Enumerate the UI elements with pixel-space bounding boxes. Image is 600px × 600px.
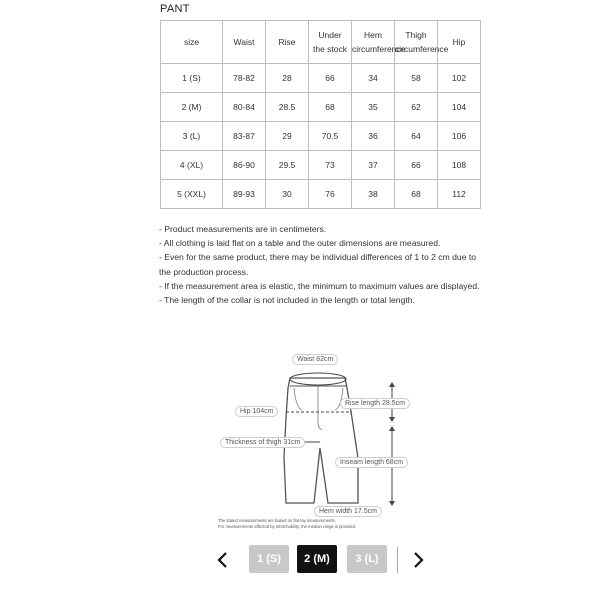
table-cell: 28 xyxy=(266,64,309,93)
table-cell: 106 xyxy=(438,122,481,151)
table-row xyxy=(161,122,481,151)
size-chart-table xyxy=(160,20,481,209)
diagram-fineprint: The stated measurements are based on flat-lay measurements. For measurements affected by stretchability, the median range is provided. xyxy=(218,518,357,529)
header-thigh-circumference: Thigh circumference xyxy=(395,21,438,64)
chevron-left-icon[interactable] xyxy=(213,548,233,572)
table-cell: 73 xyxy=(309,151,352,180)
table-cell: 83-87 xyxy=(223,122,266,151)
table-cell: 66 xyxy=(309,64,352,93)
table-cell: 104 xyxy=(438,93,481,122)
chevron-right-icon[interactable] xyxy=(408,548,428,572)
table-cell: 3 (L) xyxy=(161,122,223,151)
table-cell: 5 (XXL) xyxy=(161,180,223,209)
table-cell: 35 xyxy=(352,93,395,122)
size-option-s[interactable]: 1 (S) xyxy=(249,545,289,573)
table-cell: 89-93 xyxy=(223,180,266,209)
table-cell: 34 xyxy=(352,64,395,93)
note-line: - If the measurement area is elastic, the minimum to maximum values are displayed. xyxy=(159,280,480,291)
table-cell: 108 xyxy=(438,151,481,180)
table-cell: 29.5 xyxy=(266,151,309,180)
hip-label: Hip 104cm xyxy=(235,406,278,417)
table-cell: 29 xyxy=(266,122,309,151)
table-cell: 36 xyxy=(352,122,395,151)
inseam-label: Inseam length 68cm xyxy=(335,457,408,468)
table-cell: 68 xyxy=(395,180,438,209)
table-row xyxy=(161,180,481,209)
header-hem-circumference: Hem circumference xyxy=(352,21,395,64)
table-cell: 78-82 xyxy=(223,64,266,93)
thigh-label: Thickness of thigh 31cm xyxy=(220,437,305,448)
page-title: PANT xyxy=(160,3,190,15)
waist-label: Waist 82cm xyxy=(292,354,338,365)
size-selector xyxy=(0,542,600,578)
size-option-l[interactable]: 3 (L) xyxy=(347,545,387,573)
pants-measurement-diagram xyxy=(210,348,430,533)
header-size: size xyxy=(161,21,223,64)
table-cell: 37 xyxy=(352,151,395,180)
table-cell: 66 xyxy=(395,151,438,180)
table-cell: 30 xyxy=(266,180,309,209)
header-waist: Waist xyxy=(223,21,266,64)
note-line: - Product measurements are in centimeters. xyxy=(159,224,327,234)
rise-label: Rise length 28.5cm xyxy=(340,398,410,409)
measurement-notes xyxy=(159,222,489,307)
header-under-the-stock: Under the stock xyxy=(309,21,352,64)
table-cell: 38 xyxy=(352,180,395,209)
hem-label: Hem width 17.5cm xyxy=(314,506,382,517)
table-cell: 102 xyxy=(438,64,481,93)
table-cell: 80-84 xyxy=(223,93,266,122)
table-cell: 1 (S) xyxy=(161,64,223,93)
pager-divider xyxy=(397,547,398,573)
header-rise: Rise xyxy=(266,21,309,64)
table-cell: 2 (M) xyxy=(161,93,223,122)
table-header-row xyxy=(161,21,481,64)
table-row xyxy=(161,93,481,122)
table-cell: 112 xyxy=(438,180,481,209)
table-cell: 4 (XL) xyxy=(161,151,223,180)
table-cell: 64 xyxy=(395,122,438,151)
table-cell: 58 xyxy=(395,64,438,93)
table-cell: 28.5 xyxy=(266,93,309,122)
note-line: - The length of the collar is not included in the length or total length. xyxy=(159,295,415,306)
table-row xyxy=(161,151,481,180)
header-hip: Hip xyxy=(438,21,481,64)
table-cell: 70.5 xyxy=(309,122,352,151)
note-line: - Even for the same product, there may be individual differences of 1 to 2 cm due to the production process. xyxy=(159,252,477,277)
waist-measure-ring xyxy=(290,373,346,385)
table-cell: 62 xyxy=(395,93,438,122)
note-line: - All clothing is laid flat on a table and the outer dimensions are measured. xyxy=(159,238,441,249)
table-cell: 86-90 xyxy=(223,151,266,180)
table-cell: 68 xyxy=(309,93,352,122)
table-cell: 76 xyxy=(309,180,352,209)
table-row xyxy=(161,64,481,93)
size-option-m[interactable]: 2 (M) xyxy=(297,545,337,573)
